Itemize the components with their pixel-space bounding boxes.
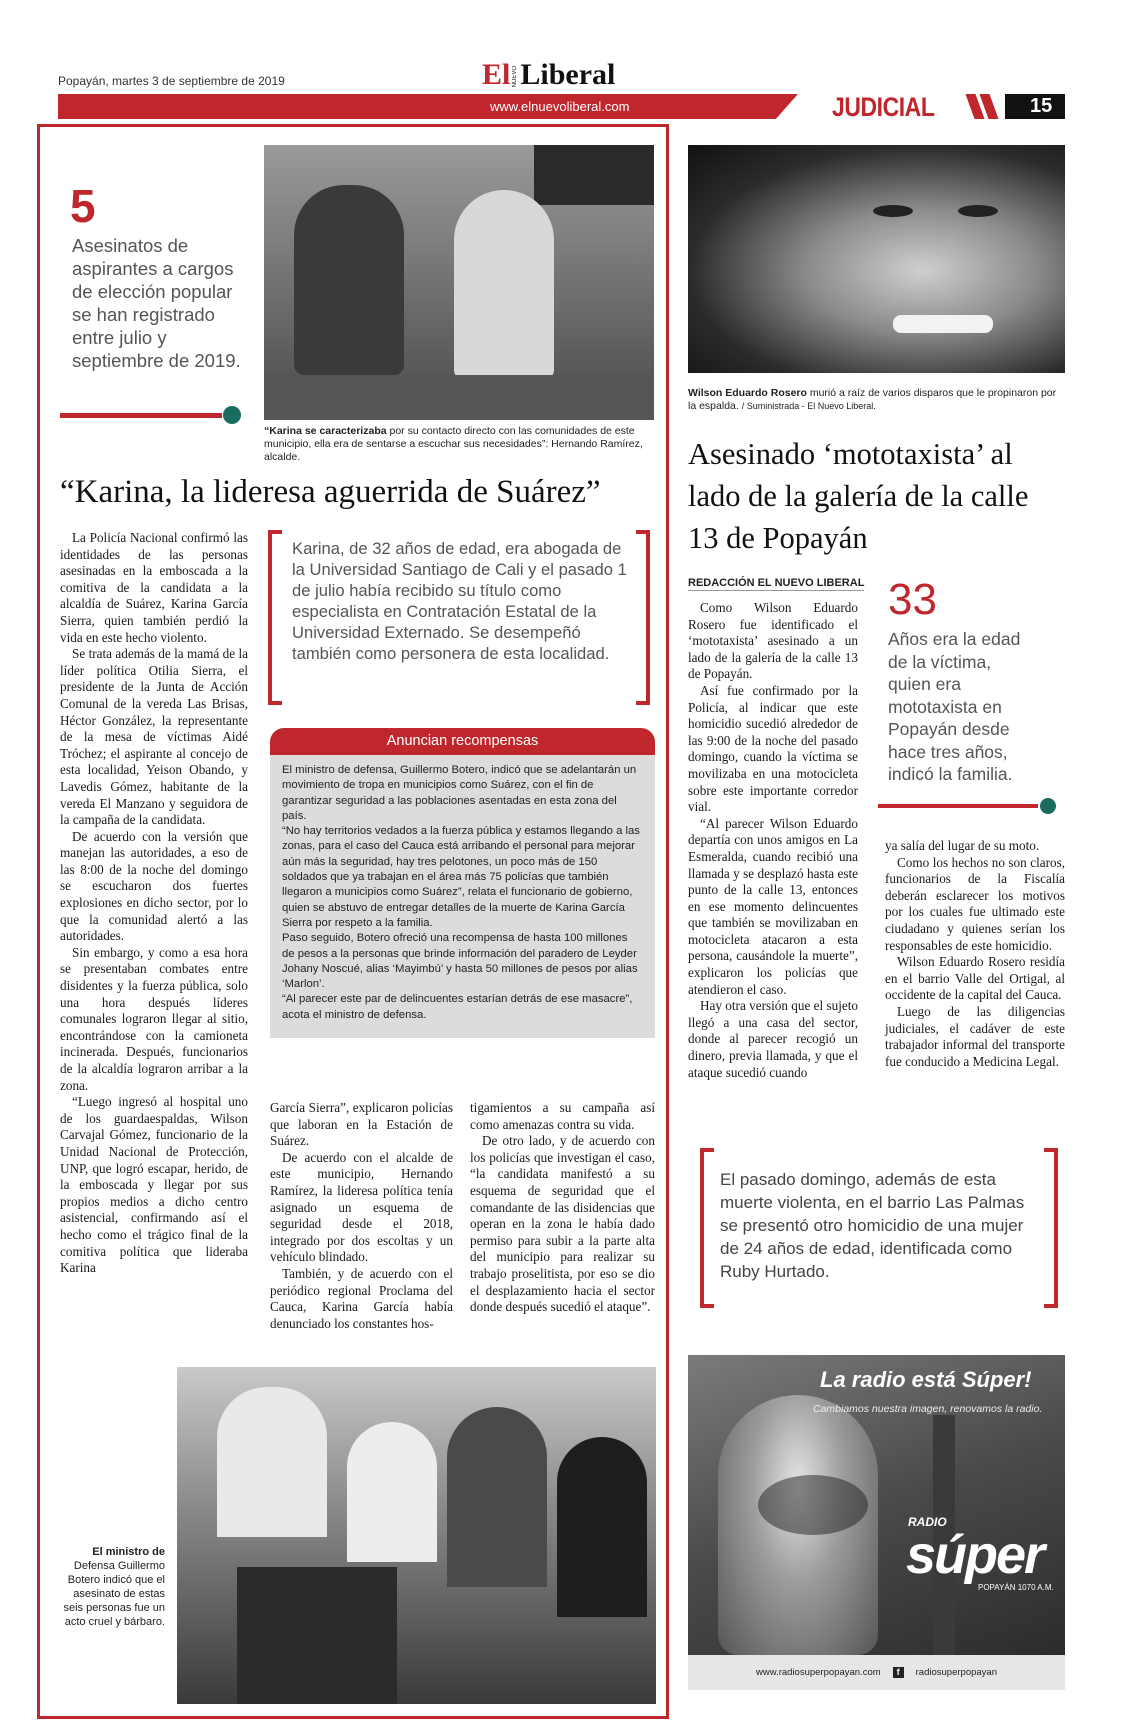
paragraph: Luego de las diligencias judiciales, el cadáver de este trabajador informal del transporte fue conducido a Medicina Legal. (885, 1003, 1065, 1069)
caption-rest: Defensa Guillermo Botero indicó que el asesinato de estas seis personas fue un acto cruel y bárbaro. (63, 1560, 165, 1628)
paragraph: También, y de acuerdo con el periódico regional Proclama del Cauca, Karina García había denunciado los constantes hos- (270, 1265, 453, 1331)
pullquote-bracket-left (700, 1148, 714, 1308)
paragraph: De acuerdo con la versión que manejan las autoridades, a eso de las 8:00 de la noche del domingo se escucharon dos fuertes explosiones en dicho sector, por lo que la comunidad alertó a las autoridades. (60, 828, 248, 944)
section-title: JUDICIAL (832, 92, 935, 122)
paragraph: “Luego ingresó al hospital uno de los guardaespaldas, Wilson Carvajal Gómez, funcionario de la Unidad Nacional de Protección, UNP, que logró escapar, herido, de la emboscada y llegar por sus propios medios a dicho centro asistencial, confirmando así el hecho como el trágico final de la comitiva política que lideraba Karina (60, 1094, 248, 1276)
recompensas-body (270, 755, 655, 1023)
photo-karina (264, 145, 654, 420)
paragraph: “Al parecer este par de delincuentes estarían detrás de ese masacre”, acota el ministro de defensa. (282, 993, 633, 1021)
photo-karina-caption (264, 425, 654, 464)
caption-bold: El ministro de (92, 1546, 165, 1558)
wilson-headline: Asesinado ‘mototaxista’ al lado de la galería de la calle 13 de Popayán (688, 437, 1029, 555)
masthead-logo (482, 58, 615, 90)
pullquote-bracket-left (268, 530, 282, 705)
stat-33-dot (1040, 798, 1056, 814)
paragraph: De acuerdo con el alcalde de este municipio, Hernando Ramírez, la lideresa política tenía asignado un esquema de seguridad desde el 2018, integrado por dos escoltas y un vehículo blindado. (270, 1149, 453, 1265)
paragraph: ya salía del lugar de su moto. (885, 838, 1040, 853)
photo-credit: / Suministrada - El Nuevo Liberal. (741, 401, 876, 411)
ad-website-link[interactable]: www.radiosuperpopayan.com (756, 1667, 881, 1678)
website-link[interactable]: www.elnuevoliberal.com (490, 99, 630, 114)
pullquote-bracket-right (1044, 1148, 1058, 1308)
photo-minister-caption (60, 1545, 165, 1629)
ad-frequency: POPAYÁN 1070 A.M. (978, 1583, 1054, 1592)
logo-liberal: Liberal (520, 58, 616, 91)
paragraph: Como Wilson Eduardo Rosero fue identificado el ‘mototaxista’ asesinado a un lado de la galería de la calle 13 de Popayán. (688, 600, 858, 682)
stat-dot (223, 406, 241, 424)
photo-minister (177, 1367, 656, 1704)
paragraph: “No hay territorios vedados a la fuerza pública y estamos llegando a las zonas, para el caso del Cauca está arribando el personal para mejorar aún más la seguridad, hay tres pelotones, un poco más de 150 soldados que ya trabajan en el área más 75 policías que también llegaron a municipios como Suárez”, relata el funcionario de gobierno, quien se abstuvo de entregar detalles de la muerte de Karina García Sierra por respeto a la familia. (282, 825, 640, 929)
date-line: Popayán, martes 3 de septiembre de 2019 (58, 74, 285, 88)
paragraph: Paso seguido, Botero ofreció una recompensa de hasta 100 millones de pesos a la personas que brinde información del paradero de Leyder Johany Noscué, alias ‘Mayimbú’ y hasta 50 millones de pesos por alias ‘Marlon’. (282, 932, 638, 991)
paragraph: Wilson Eduardo Rosero residía en el barrio Valle del Ortigal, al occidente de la capital del Cauca. (885, 954, 1065, 1003)
ad-brand-logo: súper (906, 1525, 1044, 1585)
paragraph: La Policía Nacional confirmó las identidades de las personas asesinadas en la emboscada a la comitiva de la candidata a la alcaldía de Suárez, Karina García Sierra, quien también perdió la vida en este hecho violento. (60, 530, 248, 645)
wilson-column-2 (885, 838, 1065, 1070)
stat-number-5: 5 (70, 180, 96, 232)
recompensas-box (270, 728, 655, 1038)
logo-nuevo: NUEVO (512, 65, 519, 87)
caption-bold: “Karina se caracterizaba (264, 425, 387, 437)
section-stripes (970, 94, 1004, 119)
wilson-pullquote: El pasado domingo, además de esta muerte violenta, en el barrio Las Palmas se presentó otro homicidio de una mujer de 24 años de edad, identificada como Ruby Hurtado. (720, 1170, 1025, 1281)
stat-divider (60, 413, 222, 418)
paragraph: Hay otra versión que el sujeto llegó a una casa del sector, donde al parecer recogió un dinero, previa llamada, y que el ataque sucedió cuando (688, 998, 858, 1080)
page-number: 15 (1005, 94, 1065, 119)
ad-headline: La radio está Súper! (820, 1367, 1032, 1392)
paragraph: Como los hechos no son claros, funcionarios de la Fiscalía deberán esclarecer los motivos por los cuales fue ultimado este ciudadano y quienes serían los responsables de este homicidio. (885, 854, 1065, 953)
recompensas-title: Anuncian recompensas (270, 728, 655, 755)
caption-rest: por su contacto directo con las comunidades de este municipio, ella era de sentarse a escuchar sus necesidades”: Hernando Ramírez, alcalde. (264, 425, 643, 463)
ad-footer (688, 1655, 1065, 1690)
ad-subline: Cambiamos nuestra imagen, renovamos la radio. (813, 1403, 1043, 1415)
stat-number-33: 33 (888, 575, 937, 624)
paragraph: Así fue confirmado por la Policía, al indicar que este homicidio sucedió alrededor de las 9:00 de la noche del pasado domingo, cuando la víctima se movilizaba en una motocicleta sobre este importante corredor vial. (688, 682, 858, 815)
paragraph: El ministro de defensa, Guillermo Botero, indicó que se adelantarán un movimiento de tropa en municipios como Suárez, con el fin de garantizar seguridad a las poblaciones asentadas en esta zona del país. (282, 764, 637, 822)
header-red-bar (58, 94, 798, 119)
photo-wilson (688, 145, 1065, 373)
facebook-icon: f (893, 1667, 904, 1678)
caption-rest: murió a raíz de varios disparos que le propinaron por la espalda. (688, 387, 1057, 412)
ad-social-link[interactable]: radiosuperpopayan (915, 1667, 997, 1678)
karina-column-2 (270, 1100, 453, 1332)
photo-wilson-caption (688, 387, 1065, 413)
karina-headline: “Karina, la lideresa aguerrida de Suárez” (60, 474, 601, 510)
caption-bold: Wilson Eduardo Rosero (688, 387, 807, 399)
pullquote-bracket-right (636, 530, 650, 705)
wilson-byline: REDACCIÓN EL NUEVO LIBERAL (688, 577, 865, 589)
radio-super-ad[interactable] (688, 1355, 1065, 1655)
karina-column-3 (470, 1100, 655, 1316)
logo-el: El (482, 58, 511, 91)
karina-pullquote: Karina, de 32 años de edad, era abogada de la Universidad Santiago de Cali y el pasado 1 de julio había recibido su título como especialista en Contratación Estatal de la Universidad Externado. Se desempeñó también como personera de esta localidad. (292, 539, 627, 663)
wilson-column-1 (688, 600, 858, 1081)
stat-text-33: Años era la edad de la víctima, quien era mototaxista en Popayán desde hace tres años, indicó la familia. (888, 629, 1021, 784)
paragraph: tigamientos a su campaña así como amenazas contra su vida. (470, 1100, 655, 1132)
stat-text-5: Asesinatos de aspirantes a cargos de elección popular se han registrado entre julio y septiembre de 2019. (72, 235, 241, 371)
paragraph: Se trata además de la mamá de la líder política Otilia Sierra, el presidente de la Junta de Acción Comunal de la vereda Las Brisas, Héctor González, la representante de la mesa de víctimas Aidé Tróchez; el aspirante al concejo de esta localidad, Yeison Obando, y Lavedis Gómez, habitante de la vereda El Manzano y seguidora de la campaña de la candidata. (60, 646, 248, 828)
paragraph: García Sierra”, explicaron policías que laboran en la Estación de Suárez. (270, 1100, 453, 1149)
ad-brand-small: RADIO (908, 1515, 947, 1529)
karina-column-1 (60, 530, 248, 1277)
paragraph: “Al parecer Wilson Eduardo departía con unos amigos en La Esmeralda, cuando recibió una llamada y se desplazó hasta este punto de la calle 13, entonces en ese momento delincuentes que también se movilizaban en motocicleta atacaron a esta persona, causándole la muerte”, explicaron los policías que atendieron el caso. (688, 815, 858, 997)
paragraph: De otro lado, y de acuerdo con los policías que investigan el caso, “la candidata manifestó a su esquema de seguridad que el comandante de las disidencias que operan en la zona le había dado permiso para subir a la parte alta del municipio para realizar su trabajo proselitista, por eso se dio el desplazamiento hacia el sector donde después sucedió el ataque”. (470, 1133, 655, 1315)
stat-33-divider (878, 804, 1038, 808)
paragraph: Sin embargo, y como a esa hora se presentaban combates entre disidentes y la fuerza pública, solo una hora después líderes comunales lograron llegar al sitio, encontrándose con la camioneta incinerada. Después, funcionarios de la alcaldía lograron arribar a la zona. (60, 944, 248, 1093)
